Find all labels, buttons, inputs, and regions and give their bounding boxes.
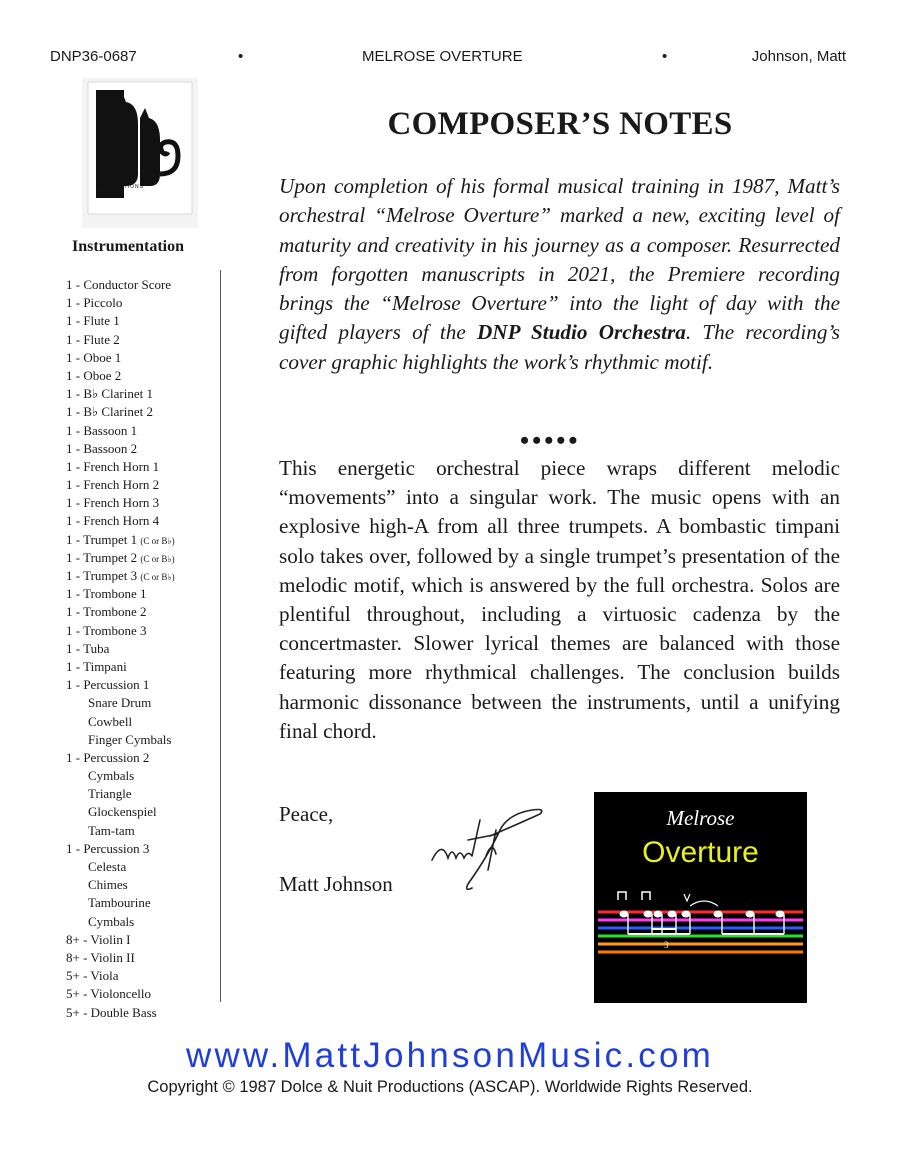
dolce-nuit-logo (82, 78, 198, 228)
instrument-item (66, 367, 221, 385)
instrument-label: 1 - French Horn 1 (66, 458, 160, 474)
instrument-label: 1 - Trumpet 2 (66, 549, 138, 565)
instrument-item (66, 767, 221, 785)
instrumentation-title: Instrumentation (72, 238, 185, 255)
instrument-label: Chimes (88, 877, 128, 893)
instrument-item (66, 676, 221, 694)
instrument-label: 1 - Trumpet 1 (66, 531, 138, 547)
header-separator: • (238, 48, 244, 65)
instrument-item (66, 331, 221, 349)
instrument-item (66, 494, 221, 512)
cover-staff-graphic (594, 882, 807, 1003)
instrument-label: 8+ - Violin I (66, 931, 131, 947)
album-cover (594, 792, 807, 1003)
section-divider: ••••• (520, 426, 581, 455)
instrument-item (66, 549, 221, 567)
instrument-item (66, 622, 221, 640)
instrument-item (66, 876, 221, 894)
header-separator: • (662, 48, 668, 65)
orchestra-name: DNP Studio Orchestra (476, 320, 686, 345)
header-author: Johnson, Matt (751, 48, 846, 65)
instrument-item (66, 440, 221, 458)
instrument-item (66, 713, 221, 731)
instrument-label: 1 - French Horn 4 (66, 513, 160, 529)
instrument-item (66, 803, 221, 821)
instrument-label: 1 - Oboe 1 (66, 349, 122, 365)
instrument-item (66, 585, 221, 603)
instrument-item (66, 349, 221, 367)
instrument-label: 5+ - Double Bass (66, 1004, 157, 1020)
intro-text-end: . The recording’s cover graphic highlights the work’s rhythmic motif. (279, 320, 840, 374)
signature-image (428, 800, 556, 910)
instrument-item (66, 731, 221, 749)
instrument-item (66, 785, 221, 803)
instrument-item (66, 603, 221, 621)
instrument-label: 1 - Conductor Score (66, 277, 172, 292)
cover-script-title: Melrose (666, 806, 735, 830)
instrument-note: (C or B♭) (140, 535, 175, 546)
instrument-item (66, 913, 221, 931)
instrument-item (66, 458, 221, 476)
instrument-label: 5+ - Viola (66, 968, 119, 984)
instrument-item (66, 967, 221, 985)
instrument-label: 1 - Tuba (66, 640, 110, 656)
instrument-label: Tam-tam (88, 822, 135, 838)
instrument-label: 1 - Percussion 3 (66, 840, 150, 856)
instrument-label: Tambourine (88, 895, 151, 911)
instrument-note: (C or B♭) (140, 553, 175, 564)
instrument-label: Glockenspiel (88, 804, 157, 820)
logo-text-dolce: DOLCE (98, 162, 130, 172)
logo-text-nuit: & NUIT (99, 171, 129, 181)
instrument-item (66, 476, 221, 494)
instrument-item (66, 658, 221, 676)
instrument-label: 1 - Bassoon 1 (66, 422, 138, 438)
instrument-item (66, 512, 221, 530)
copyright-notice: Copyright © 1987 Dolce & Nuit Productions (ASCAP). Worldwide Rights Reserved. (147, 1078, 753, 1096)
page-header (0, 48, 900, 70)
accent-marks (618, 892, 650, 900)
triplet-label: 3 (664, 940, 669, 950)
instrument-label: 1 - Flute 1 (66, 313, 120, 329)
instrument-label: 1 - Piccolo (66, 295, 123, 311)
instrument-label: Cowbell (88, 713, 133, 729)
logo-text-productions: PRODUCTIONS (96, 184, 144, 190)
instrument-label: 5+ - Violoncello (66, 986, 152, 1002)
intro-text: Upon completion of his formal musical training in 1987, Matt’s orchestral “Melrose Overture” marked a new, exciting level of maturity and creativity in his journey as a composer. Resurrected from forgotten manuscripts in 2021, the Premiere recording brings the “Melrose Overture” into the light of day with the gifted players of the (279, 174, 840, 345)
instrument-item (66, 1004, 221, 1022)
instrumentation-list (66, 276, 221, 1022)
instrument-label: 1 - Trombone 2 (66, 604, 147, 620)
instrument-label: 1 - Bassoon 2 (66, 440, 138, 456)
instrument-item (66, 894, 221, 912)
instrument-item (66, 567, 221, 585)
instrument-item (66, 931, 221, 949)
instrument-label: 1 - B♭ Clarinet 2 (66, 404, 154, 420)
instrument-item (66, 840, 221, 858)
bow-mark (684, 894, 690, 901)
instrument-item (66, 531, 221, 549)
instrument-item (66, 694, 221, 712)
instrument-label: 1 - Timpani (66, 658, 127, 674)
page-title: COMPOSER’S NOTES (387, 106, 733, 142)
sidebar-divider (220, 270, 221, 1002)
instrument-item (66, 640, 221, 658)
instrument-label: Triangle (88, 786, 132, 802)
instrument-item (66, 858, 221, 876)
instrument-item (66, 312, 221, 330)
instrument-label: 1 - Flute 2 (66, 331, 120, 347)
instrument-item (66, 985, 221, 1003)
cover-title: Overture (642, 836, 759, 869)
instrument-item (66, 294, 221, 312)
signer-name: Matt Johnson (279, 872, 393, 896)
instrument-item (66, 422, 221, 440)
instrument-label: Finger Cymbals (88, 731, 172, 747)
instrument-label: 1 - Percussion 1 (66, 677, 150, 693)
website-link[interactable]: www.MattJohnsonMusic.com (185, 1036, 715, 1075)
instrument-item (66, 276, 221, 294)
instrument-label: 8+ - Violin II (66, 949, 135, 965)
instrument-item (66, 749, 221, 767)
instrument-label: 1 - Trombone 1 (66, 586, 147, 602)
instrument-item (66, 949, 221, 967)
closing: Peace, (279, 802, 334, 826)
instrument-label: 1 - Percussion 2 (66, 749, 150, 765)
description-paragraph: This energetic orchestral piece wraps different melodic “movements” into a singular work. The music opens with an explosive high-A from all three trumpets. A bombastic timpani solo takes over, followed by a single trumpet’s presentation of the melodic motif, which is answered by the full orchestra. Solos are plentiful throughout, including a virtuosic cadenza by the concertmaster. Slower lyrical themes are balanced with those featuring more rhythmical challenges. The conclusion builds harmonic dissonance between the instruments, until a unifying final chord. (279, 456, 840, 743)
header-title: MELROSE OVERTURE (362, 48, 523, 65)
logo-small-text: A (112, 156, 116, 162)
instrument-item (66, 385, 221, 403)
catalog-code: DNP36-0687 (50, 48, 137, 65)
instrument-label: Cymbals (88, 768, 135, 784)
instrument-label: 1 - Trombone 3 (66, 622, 147, 638)
instrument-label: 1 - Trumpet 3 (66, 568, 138, 583)
instrument-label: 1 - French Horn 2 (66, 477, 160, 493)
instrument-label: 1 - French Horn 3 (66, 495, 160, 511)
instrument-label: 1 - B♭ Clarinet 1 (66, 386, 154, 402)
tie (690, 901, 718, 906)
instrument-label: Snare Drum (88, 695, 152, 711)
instrument-item (66, 403, 221, 421)
instrument-label: 1 - Oboe 2 (66, 367, 122, 383)
instrument-item (66, 822, 221, 840)
intro-paragraph (279, 172, 840, 377)
instrument-label: Cymbals (88, 913, 135, 929)
instrument-label: Celesta (88, 859, 127, 874)
instrument-note: (C or B♭) (140, 572, 175, 582)
